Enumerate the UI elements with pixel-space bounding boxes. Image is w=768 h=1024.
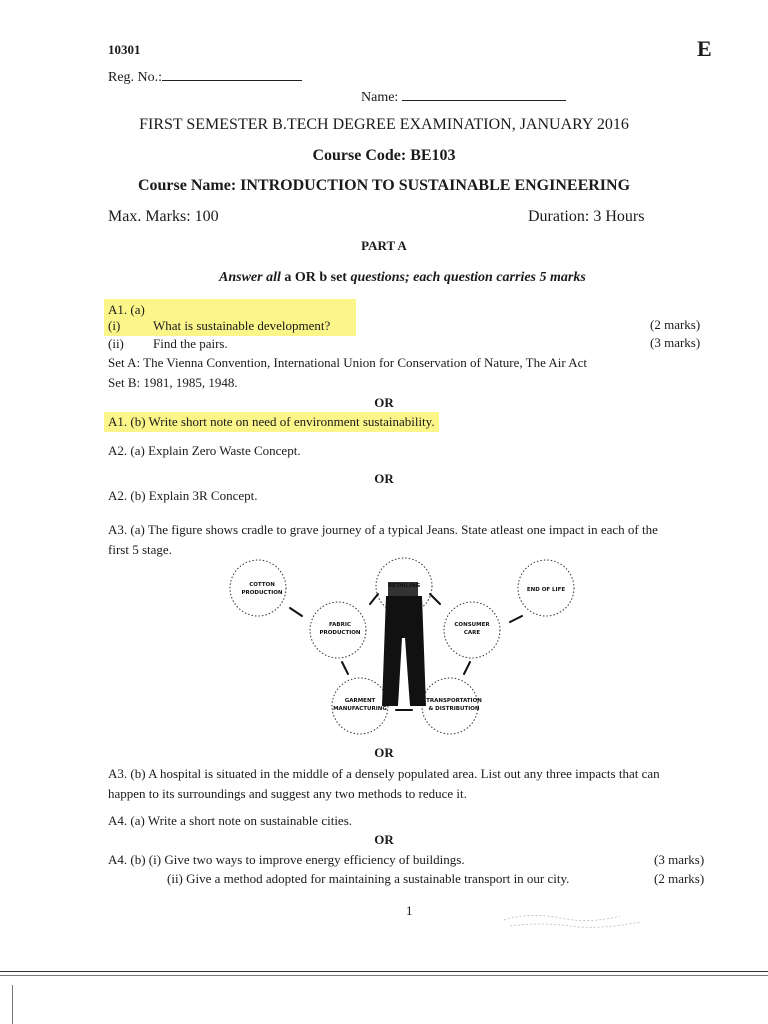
duration: Duration: 3 Hours [528, 208, 645, 225]
a1a-i-marks: (2 marks) [650, 317, 701, 332]
stage-consumer-1: CONSUMER [454, 622, 490, 628]
name-label: Name: [361, 90, 399, 105]
course-code: Course Code: BE103 [312, 147, 456, 164]
a4b-i-marks: (3 marks) [654, 852, 705, 867]
set-a: Set A: The Vienna Convention, International Union for Conservation of Nature, The Air Act [108, 355, 588, 370]
instruction-answer-all: Answer all [219, 270, 281, 285]
a2b: A2. (b) Explain 3R Concept. [108, 488, 258, 503]
a2a: A2. (a) Explain Zero Waste Concept. [108, 443, 301, 458]
a3b-line1: A3. (b) A hospital is situated in the middle of a densely populated area. List out any three impacts that can [108, 766, 660, 781]
page-number: 1 [406, 903, 413, 918]
stage-transport-1: TRANSPORTATION [426, 698, 482, 704]
stage-fabric-1: FABRIC [329, 622, 351, 628]
or-3: OR [374, 745, 394, 760]
stage-cotton-1: COTTON [249, 582, 275, 588]
set-letter: E [697, 36, 712, 61]
stage-garment-1: GARMENT [344, 698, 376, 704]
or-4: OR [374, 832, 394, 847]
jeans-icon [382, 582, 426, 706]
stage-retailing: RETAILING [387, 583, 421, 589]
a4a: A4. (a) Write a short note on sustainable cities. [108, 813, 353, 828]
a1b: A1. (b) Write short note on need of environment sustainability. [104, 412, 439, 432]
stage-fabric-2: PRODUCTION [319, 630, 361, 636]
a1a-label: A1. (a) [108, 302, 145, 317]
name-line [402, 88, 566, 101]
part-title: PART A [361, 238, 407, 253]
reg-no-field [108, 68, 302, 86]
a1a-ii-text: Find the pairs. [153, 336, 228, 351]
a3a-line1: A3. (a) The figure shows cradle to grave journey of a typical Jeans. State atleast one impact in each of the [108, 522, 658, 537]
course-name: Course Name: INTRODUCTION TO SUSTAINABLE ENGINEERING [137, 177, 631, 194]
a1a-i-num: (i) [108, 318, 121, 333]
jeans-lifecycle-diagram [220, 556, 590, 736]
stage-transport-2: & DISTRIBUTION [428, 706, 480, 712]
a3b-line2: happen to its surroundings and suggest any two methods to reduce it. [108, 786, 467, 801]
part-instruction [219, 270, 586, 286]
a4b-ii: (ii) Give a method adopted for maintaining a sustainable transport in our city. [167, 871, 570, 886]
a1a-ii-marks: (3 marks) [650, 335, 701, 350]
reg-no-label: Reg. No.: [108, 70, 163, 85]
a4b-i: A4. (b) (i) Give two ways to improve energy efficiency of buildings. [108, 852, 465, 867]
a4b-ii-marks: (2 marks) [654, 871, 705, 886]
a1a-i-text: What is sustainable development? [153, 318, 331, 333]
page-edge-rule-side [12, 985, 13, 1024]
or-1: OR [374, 395, 394, 410]
or-2: OR [374, 471, 394, 486]
stage-garment-2: MANUFACTURING [333, 706, 387, 712]
name-field [361, 88, 566, 106]
a3a-line2: first 5 stage. [108, 542, 172, 557]
instruction-marks: questions; each question carries 5 marks [350, 270, 586, 285]
stamp-scribble-icon [500, 902, 650, 932]
reg-no-line [162, 68, 302, 81]
set-b: Set B: 1981, 1985, 1948. [108, 375, 238, 390]
a1a-ii-num: (ii) [108, 336, 124, 351]
page-edge-rule-top [0, 971, 768, 972]
stage-end-of-life: END OF LIFE [526, 587, 566, 593]
instruction-set: a OR b set [280, 270, 351, 285]
stage-cotton-2: PRODUCTION [241, 590, 283, 596]
page-edge-rule-bottom [0, 975, 768, 976]
exam-title: FIRST SEMESTER B.TECH DEGREE EXAMINATION, JANUARY 2016 [139, 116, 629, 133]
paper-code: 10301 [108, 42, 141, 57]
stage-consumer-2: CARE [463, 630, 481, 636]
max-marks: Max. Marks: 100 [108, 208, 219, 225]
